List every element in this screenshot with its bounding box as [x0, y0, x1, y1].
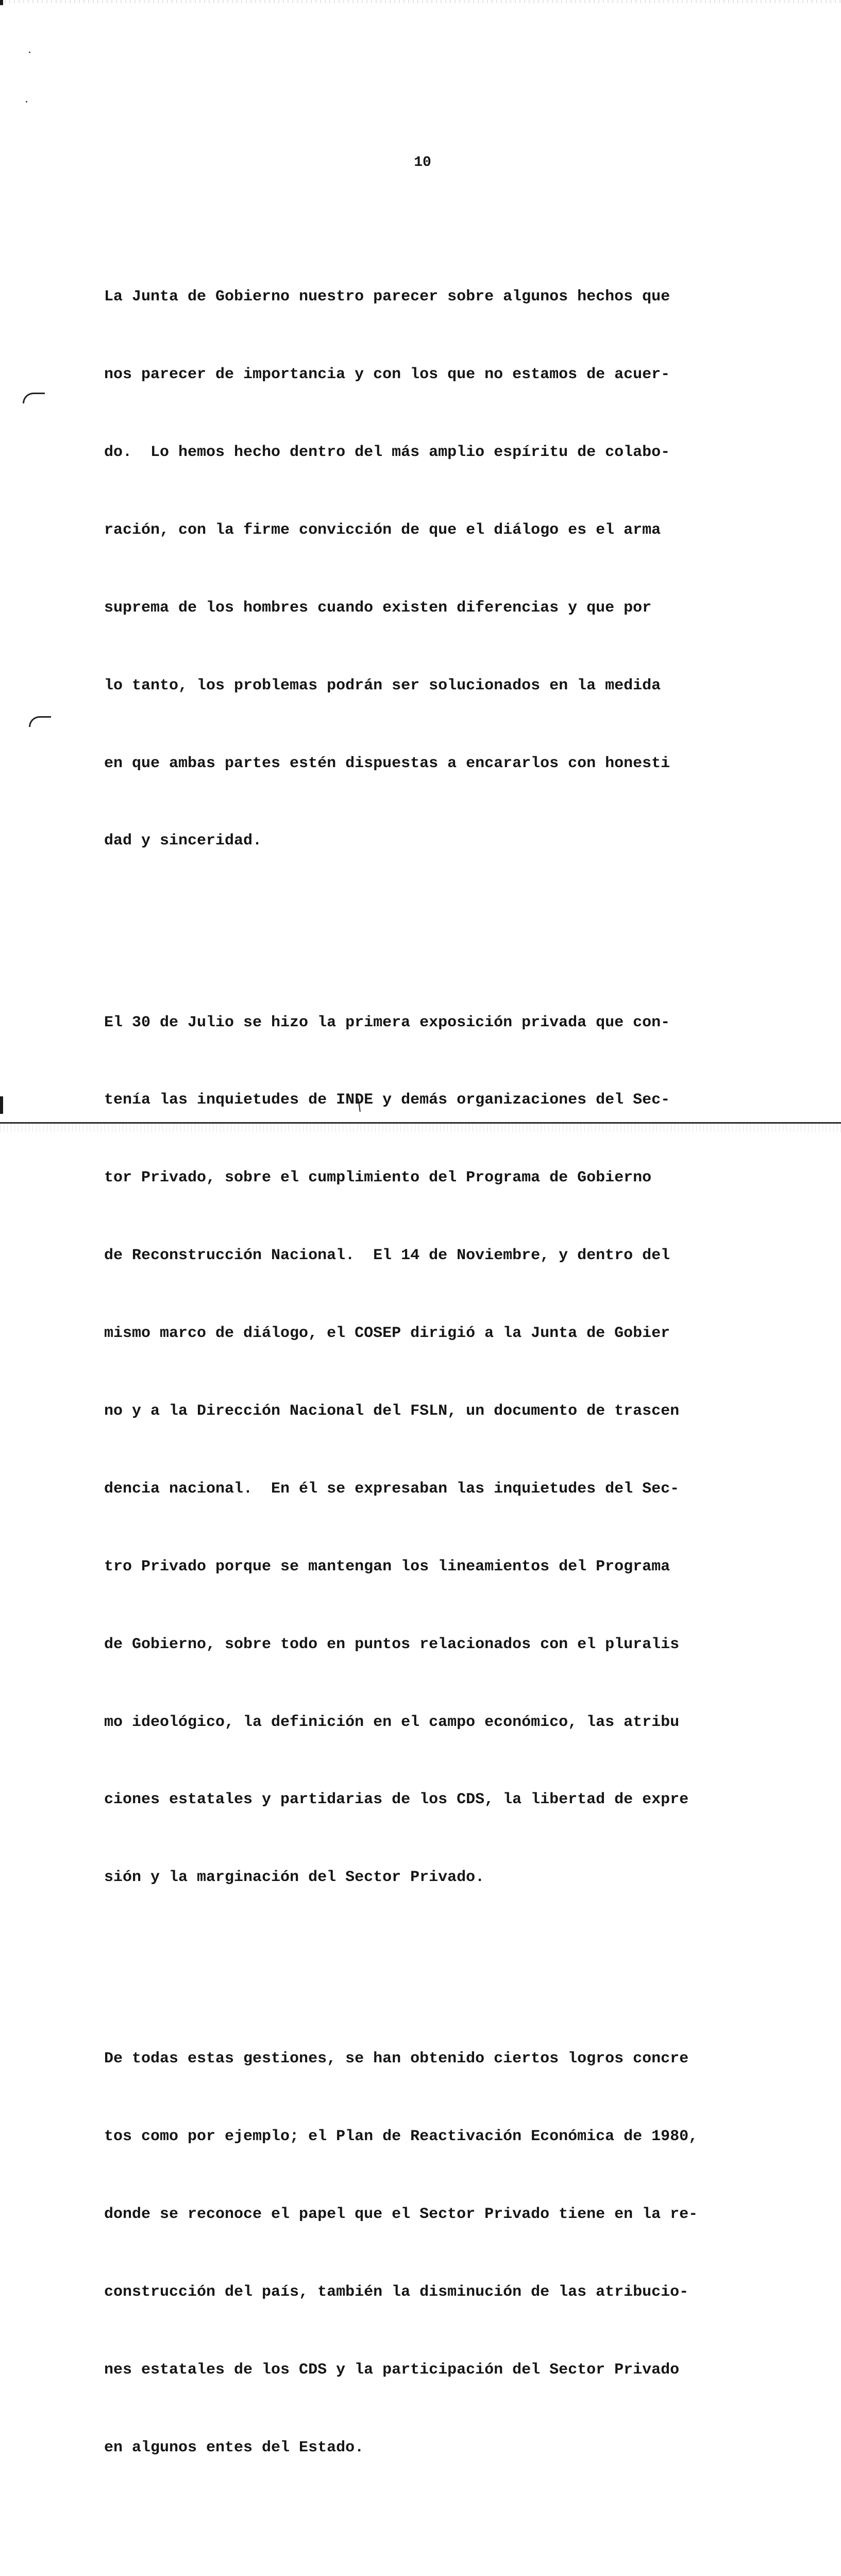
scan-edge-mark-top: [0, 0, 3, 5]
text-line: donde se reconoce el papel que el Sector Privado tiene en la re-: [104, 2206, 698, 2224]
paragraph-1: [104, 232, 774, 906]
text-line: La Junta de Gobierno nuestro parecer sobre algunos hechos que: [104, 288, 670, 306]
text-line: El 30 de Julio se hizo la primera exposición privada que con-: [104, 1013, 670, 1031]
text-line: de Reconstrucción Nacional. El 14 de Noviembre, y dentro del: [104, 1247, 670, 1265]
text-line: en que ambas partes estén dispuestas a encararlos con honesti: [104, 754, 670, 772]
text-line: do. Lo hemos hecho dentro del más amplio espíritu de colabo-: [104, 443, 670, 461]
text-line: construcción del país, también la disminución de las atribucio-: [104, 2283, 689, 2301]
text-line: tos como por ejemplo; el Plan de Reactivación Económica de 1980,: [104, 2128, 698, 2146]
scan-speck: [26, 101, 27, 103]
document-body: [104, 180, 774, 2576]
text-line: suprema de los hombres cuando existen diferencias y que por: [104, 599, 652, 617]
scan-speck: [29, 52, 30, 53]
paragraph-3: [104, 1994, 774, 2513]
text-line: lo tanto, los problemas podrán ser solucionados en la medida: [104, 676, 661, 694]
page-number: 10: [414, 155, 431, 171]
section-heading-wrapper: [104, 2564, 774, 2576]
scan-artifact-top: [0, 0, 841, 3]
text-line: nes estatales de los CDS y la participación del Sector Privado: [104, 2361, 680, 2379]
text-line: sión y la marginación del Sector Privado.: [104, 1869, 485, 1887]
text-line: no y a la Dirección Nacional del FSLN, un documento de trascen: [104, 1402, 680, 1420]
text-line: mo ideológico, la definición en el campo económico, las atribu: [104, 1713, 680, 1731]
text-line: De todas estas gestiones, se han obtenido ciertos logros concre: [104, 2050, 689, 2068]
text-line: mismo marco de diálogo, el COSEP dirigió a la Junta de Gobier: [104, 1325, 670, 1343]
text-line: nos parecer de importancia y con los que no estamos de acuer-: [104, 366, 670, 384]
text-line: tro Privado porque se mantengan los lineamientos del Programa: [104, 1557, 670, 1575]
paragraph-2: [104, 958, 774, 1942]
text-line: dencia nacional. En él se expresaban las inquietudes del Sec-: [104, 1480, 680, 1498]
text-line: ciones estatales y partidarias de los CDS, la libertad de expre: [104, 1791, 689, 1809]
text-line: dad y sinceridad.: [104, 832, 262, 850]
punch-hole-mark-top: [23, 393, 45, 403]
text-line: en algunos entes del Estado.: [104, 2438, 364, 2456]
text-line: tor Privado, sobre el cumplimiento del Programa de Gobierno: [104, 1169, 652, 1187]
punch-hole-mark-bottom: [29, 716, 51, 727]
text-line: tenía las inquietudes de INDE y demás organizaciones del Sec-: [104, 1091, 670, 1109]
text-line: de Gobierno, sobre todo en puntos relacionados con el pluralis: [104, 1635, 680, 1653]
text-line: ración, con la firme convicción de que el diálogo es el arma: [104, 521, 661, 539]
scan-edge-mark-bottom: [0, 1096, 3, 1114]
